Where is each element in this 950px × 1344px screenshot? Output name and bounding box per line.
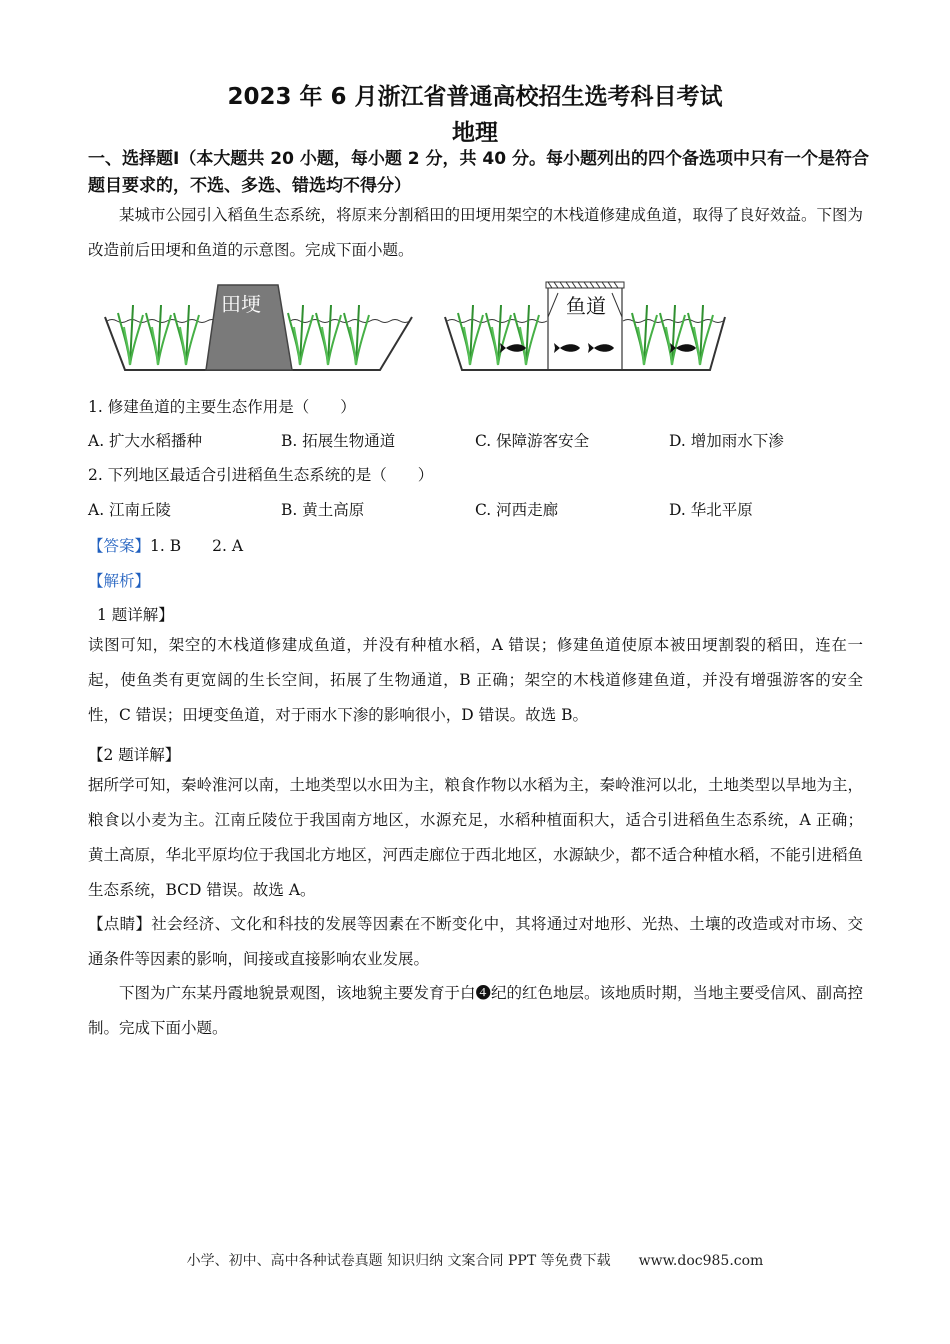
field-ridge-diagram [105, 285, 412, 370]
q2-option-d: D. 华北平原 [669, 501, 753, 519]
q2-option-c: C. 河西走廊 [475, 501, 559, 519]
q2-detail-body: 据所学可知，秦岭淮河以南，土地类型以水田为主，粮食作物以水稻为主，秦岭淮河以北，土地类型以旱地为主，粮食以小麦为主。江南丘陵位于我国南方地区，水源充足，水稻种植面积大，适合引进稻鱼生态系统，A 正确；黄土高原，华北平原均位于我国北方地区，河西走廊位于西北地区，水源缺少，都不适合种植水稻，不能引进稻鱼生态系统，BCD 错误。故选 A。 [88, 776, 864, 899]
exam-title: 2023 年 6 月浙江省普通高校招生选考科目考试 [227, 84, 723, 110]
material-2-intro: 下图为广东某丹霞地貌景观图，该地貌主要发育于白❹纪的红色地层。该地质时期，当地主要受信风、副高控制。完成下面小题。 [88, 984, 864, 1037]
subject-title: 地理 [452, 120, 498, 146]
page-footer: 小学、初中、高中各种试卷真题 知识归纳 文案合同 PPT 等免费下载 www.doc985.com [186, 1253, 764, 1269]
tips-tag: 【点睛】 [88, 915, 152, 933]
rice-fish-figure [100, 275, 740, 380]
q1-option-b: B. 拓展生物通道 [281, 432, 396, 450]
question-1-stem: 1. 修建鱼道的主要生态作用是（ ） [88, 398, 356, 416]
q1-option-a: A. 扩大水稻播种 [88, 432, 203, 450]
section-heading: 一、选择题Ⅰ（本大题共 20 小题，每小题 2 分，共 40 分。每小题列出的四个备选项中只有一个是符合题目要求的，不选、多选、错选均不得分） [88, 149, 869, 196]
answer-text: 1. B 2. A [150, 537, 244, 555]
material-intro: 某城市公园引入稻鱼生态系统，将原来分割稻田的田埂用架空的木栈道修建成鱼道，取得了良好效益。下图为改造前后田埂和鱼道的示意图。完成下面小题。 [88, 206, 864, 259]
q1-detail-body: 读图可知，架空的木栈道修建成鱼道，并没有种植水稻，A 错误；修建鱼道使原本被田埂割裂的稻田，连在一起，使鱼类有更宽阔的生长空间，拓展了生物通道，B 正确；架空的木栈道修建鱼道，并没有增强游客的安全性，C 错误；田埂变鱼道，对于雨水下渗的影响很小，D 错误。故选 B。 [88, 636, 863, 724]
fish-channel-diagram [445, 282, 725, 370]
q1-detail-heading: 1 题详解】 [97, 606, 174, 624]
fish-channel-label: 鱼道 [566, 294, 606, 318]
q2-detail-heading: 【2 题详解】 [88, 746, 181, 764]
q1-option-d: D. 增加雨水下渗 [669, 432, 784, 450]
field-ridge-label: 田埂 [221, 292, 261, 316]
answer-tag: 【答案】 [88, 537, 151, 555]
tips-body: 社会经济、文化和科技的发展等因素在不断变化中，其将通过对地形、光热、土壤的改造或对市场、交通条件等因素的影响，间接或直接影响农业发展。 [88, 915, 863, 968]
answer-line [88, 534, 243, 556]
q1-option-c: C. 保障游客安全 [475, 432, 590, 450]
analysis-tag: 【解析】 [88, 572, 151, 590]
tips-block [88, 907, 863, 977]
q2-option-a: A. 江南丘陵 [88, 501, 172, 519]
question-2-stem: 2. 下列地区最适合引进稻鱼生态系统的是（ ） [88, 466, 434, 484]
q2-option-b: B. 黄土高原 [281, 501, 365, 519]
